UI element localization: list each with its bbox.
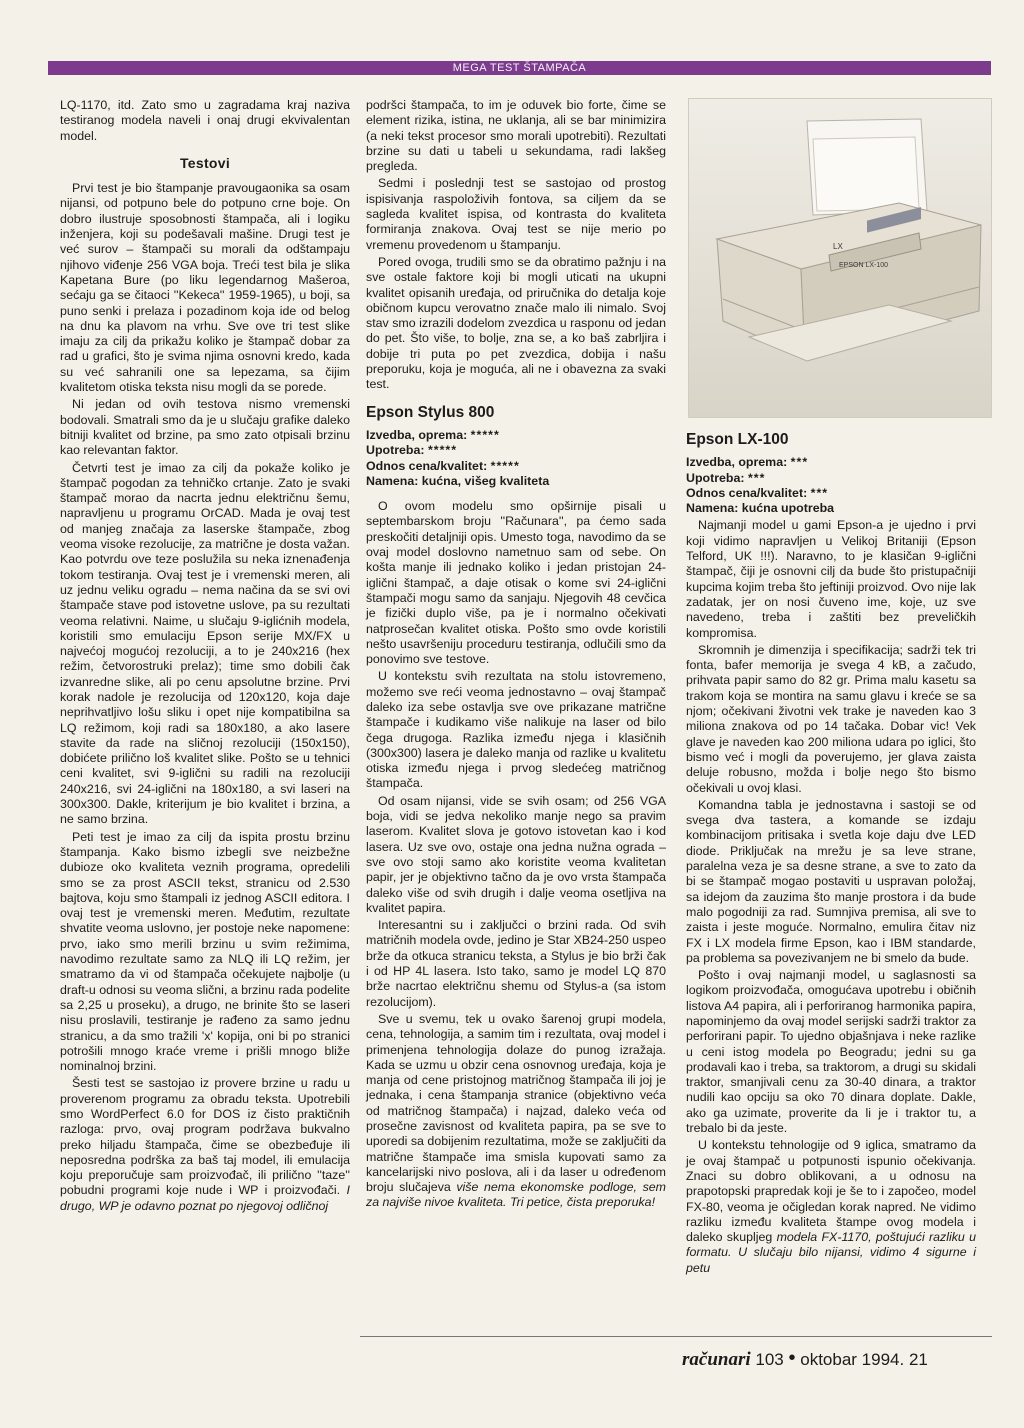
rating-upotreba <box>366 443 666 458</box>
rating-value: kućna upotreba <box>741 501 835 516</box>
paragraph: Pored ovoga, trudili smo se da obratimo pažnju i na sve ostale faktore koji bi mogli uticati na ukupni kvalitet opisanih uređaja, od priručnika do detalja koje običnom kupcu verovatno znače malo ili nimalo. Svoj stav smo izrazili dodelom zvezdica u rasponu od jedan do pet. Što više, to bolje, zna se, a ko baš zabrljira i dobije tri puta po pet zvezdica, dobija i našu preporuku, koja je moguća, ali ne i obavezna za svaki test. <box>366 254 666 392</box>
rating-odnos <box>366 459 666 474</box>
paragraph: Pošto i ovaj najmanji model, u saglasnosti sa logikom proizvođača, omogućava upotrebu i običnih listova A4 papira, ali i perforiranog harmonika papira, napominjemo da ovaj model serijski sadrži traktor za perforirani papir. To ujedno objašnjava i neke razlike u ceni istog modela po Beogradu; jedni su ga prodavali kao i treba, sa traktorom, a drugi su skidali traktor, smanjivali cenu za 30-40 dinara, a traktor nudili kao opciju sa oko 70 dinara doplate. Dakle, ako ga uzimate, proverite da li je i traktor tu, a trebalo bi da jeste. <box>686 968 976 1136</box>
paragraph <box>366 1012 666 1211</box>
page-footer <box>682 1348 928 1371</box>
column-3 <box>686 432 976 1278</box>
rating-odnos <box>686 486 976 501</box>
section-heading-testovi: Testovi <box>179 154 231 171</box>
review-title-lx-100: Epson LX-100 <box>686 431 789 448</box>
paragraph: O ovom modelu smo opširnije pisali u septembarskom broju ''Računara'', pa ćemo sada preskočiti detaljniji opis. Umesto toga, navodimo da se ovaj model doslovno nametnuo sam od sebe. On košta manje ili jednako koliko i jedan pristojan 24-iglični štampač, a daje otisak o kome svi 24-iglični štampači mogu samo da sanjaju. Njegovih 48 cevčica je fizički duplo više, pa je i normalno očekivati natprosečan kvalitet otiska. Pošto smo ovde koristili nešto usavršeniju proceduru testiranja, odlučili smo da ponovimo sve testove. <box>366 499 666 667</box>
rating-stars: *** <box>790 455 809 470</box>
footer-rule <box>360 1336 992 1337</box>
rating-label: Namena: <box>366 473 419 488</box>
section-header-bar <box>48 61 991 75</box>
italic-continuation: modela FX-1170, poštujući razliku u formatu. U slučaju bilo nijansi, vidimo 4 sigurne i petu <box>686 1230 976 1275</box>
rating-izvedba <box>366 428 666 443</box>
paragraph: Od osam nijansi, vide se svih osam; od 256 VGA boja, vidi se jedva nekoliko manje nego sa pravim laserom. Kvalitet slova je gotovo istovetan kao i kod lasera. Uz sve ovo, ostaje ona jedna nužna ograda – sve ovo stoji samo ako koristite veoma kvalitetan papir, jer je objektivno tačno da je ovo vrsta štampača daleko više od svih drugih i dalje veoma osetljiva na kvalitet papira. <box>366 793 666 915</box>
issue-number: 103 <box>755 1350 784 1369</box>
rating-stars: ***** <box>470 427 500 442</box>
issue-date: oktobar 1994. <box>800 1350 905 1369</box>
paragraph: Peti test je imao za cilj da ispita prostu brzinu štampanja. Kako bismo izbegli sve neizbežne dubioze oko kvaliteta veznih programa, opredelili smo se za prost ASCII tekst, stranicu od 2.530 bajtova, koju smo štampali iz jednog ASCII editora. I ovaj test je vremenski meren. Međutim, rezultate shvatite veoma uslovno, jer postoje neke napomene: prvo, iako smo merili brzinu u svim režimima, navodimo rezultate samo za NLQ ili LQ režim, jer smatramo da vi od štampača očekujete najbolje (u draft-u odnosi su veoma slični, a brzinu rada podelite sa 2,25 u proseku), a drugo, ne brinite što se laseri nisu proslavili, testiranje je rađeno za samo jednu stranicu, a da smo tražili 'x' kopija, oni bi po stranici potrošili mnogo kraće vreme i prišli mnogo bliže nominalnoj brzini. <box>60 829 350 1074</box>
paragraph-text: Šesti test se sastojao iz provere brzine u radu u proverenom programu za obradu teksta. Upotrebili smo WordPerfect 6.0 for DOS iz čisto praktičnih razloga: prvo, ovaj program podržava bukvalno preko hiljadu štampača, čime se obezbeđuje ili neposredna podrška za baš taj model, ili emulacija koju preporučuje sam proizvođač, ili prilično ''taze'' pobudni programi koje nude i WP i proizvođači. <box>60 1076 350 1198</box>
paragraph: Ni jedan od ovih testova nismo vremenski bodovali. Smatrali smo da je u slučaju grafike daleko bitniji kvalitet od brzine, pa smo zato otpisali brzinu kao relevantan faktor. <box>60 397 350 458</box>
paragraph: Interesantni su i zaključci o brzini rada. Od svih matričnih modela ovde, jedino je Star XB24-250 uspeo brže da otkuca stranicu teksta, a Stylus je bio brži čak i od HP 4L lasera. Isto tako, samo je model LQ 870 brže nacrtao električnu shemu od Stylus-a (sa istom rezolucijom). <box>366 918 666 1009</box>
page-number: 21 <box>908 1350 928 1369</box>
paragraph: Sedmi i poslednji test se sastojao od prostog ispisivanja raspoloživih fontova, sa ciljem da se sagleda kvalitet ispisa, od kontrasta do kvaliteta formiranja znakova. Ovaj test se nije merio po vremenu provedenom u štampanju. <box>366 176 666 252</box>
rating-label: Namena: <box>686 501 739 516</box>
paragraph: U kontekstu svih rezultata na stolu istovremeno, možemo sve reći veoma jednostavno – ovaj štampač daleko iza sebe ostavlja sve ove prikazane matrične štampače i kudikamo više nalikuje na laser od bilo čega drugoga. Razlika između njega i klasičnih (300x300) lasera je daleko manja od razlike u kvalitetu otiska između njega i prvog sledećeg matričnog štampača. <box>366 669 666 791</box>
printer-model-label: EPSON LX-100 <box>839 262 889 269</box>
rating-izvedba <box>686 455 976 470</box>
printer-photo <box>688 98 992 418</box>
review-title-stylus-800: Epson Stylus 800 <box>366 403 495 421</box>
rating-label: Odnos cena/kvalitet: <box>686 485 808 500</box>
rating-stars: ***** <box>427 443 458 458</box>
magazine-name: računari <box>682 1349 751 1370</box>
rating-stars: *** <box>747 470 766 485</box>
italic-continuation: I drugo, WP je odavno poznat po njegovoj odličnoj <box>60 1183 350 1213</box>
column-2 <box>366 98 666 1213</box>
italic-verdict: više nema ekonomske podloge, sem za najviše nivoe kvaliteta. Tri petice, čista preporuka! <box>366 1180 666 1210</box>
rating-label: Upotreba: <box>686 470 745 485</box>
separator-dot: • <box>788 1347 796 1369</box>
rating-value: kućna, višeg kvaliteta <box>421 473 550 488</box>
rating-namena <box>366 474 666 489</box>
rating-namena <box>686 501 976 516</box>
intro-paragraph: LQ-1170, itd. Zato smo u zagradama kraj naziva testiranog modela naveli i onaj drugi ekvivalentan model. <box>60 98 350 143</box>
column-1 <box>60 98 350 1216</box>
section-title: MEGA TEST ŠTAMPAČA <box>452 62 587 74</box>
rating-stars: *** <box>810 485 829 500</box>
paragraph-text: Sve u svemu, tek u ovako šarenoj grupi modela, cena, tehnologija, a samim tim i rezultata, ovaj model i primenjena tehnologija dolaze do punog izražaja. Kada se uzmu u obzir cena osnovnog uređaja, koja je manja od cene pristojnog matričnog štampača ili joj je jednaka, i cena štampanja stranice (objektivno veća od matričnog štampača) i najzad, daleko veća od prosečne zavisnost od kvaliteta papira, pa se sve to uporedi sa dobijenim rezultatima, može se zaključiti da matrične štampače ima smisla kupovati samo za kancelarijski nivo poslova, ali i da laser u određenom broju slučajeva <box>366 1011 666 1195</box>
paragraph: podršci štampača, to im je oduvek bio forte, čime se element rizika, istina, ne uklanja, ali se bar minimizira (a neki tekst procesor smo morali upotrebiti). Rezultati brzine su dati u tabeli u sekundama, radi lakšeg pregleda. <box>366 98 666 174</box>
rating-label: Upotreba: <box>366 443 425 458</box>
paragraph: Skromnih je dimenzija i specifikacija; sadrži tek tri fonta, bafer memorija je svega 4 kB, a začudo, prihvata papir samo do 82 gr. Prima malu kasetu sa trakom koja se montira na samu glavu i kreće se sa njom; očekivani životni vek trake je naveden kao 3 miliona znakova od po 14 tačaka. Dobar vic! Vek glave je naveden kao 200 miliona udara po iglici, što bismo već i mogli da poverujemo, jer glava zaista deluje robusno, možda i bolje nego što bismo očekivali u ovoj klasi. <box>686 642 976 795</box>
paragraph: Četvrti test je imao za cilj da pokaže koliko je štampač pogodan za tehničko crtanje. Zato je svaki štampač morao da nacrta jednu električnu šemu, napravljenu u programu OrCAD. Mada je ovaj test od manjeg značaja za laserske štampače, zbog veoma visoke rezolucije, za matrične je dosta važan. Kao potvrdu ove teze poslužila su neka iznenađenja tokom testiranja. Ovaj test je i vremenski meren, ali uz jednu veliku ogradu – nema načina da se svi ovi štampače stave pod istovetne uslove, pa su rezultati veoma relativni. Naime, u slučaju 9-iglićnih modela, koristili smo emulaciju Epson serije MX/FX u najvećoj mogućoj rezoluciji, a to je 240x216 (hex režim, četvorostruki prelaz); time smo dobili čak izvanredne slike, ali po cenu apsolutne brzine. Prvi korak nadole je rezolucija od 120x120, koja daje neprihvatljivo lošu sliku i opet nije kompatibilna sa LQ režimom, koji radi sa 180x180, a ako lasere stavite da rade na sličnoj rezoluciji (150x150), dobićete prilično loš kvalitet slike. Pošto se u tehnici ceni kvalitet, svi 9-iglični su radili na rezoluciji 240x216, svi 24-iglični na 180x180, a svi laseri na 300x300. Dakle, kriterijum je bio kvalitet i brzina, a ne samo brzina. <box>60 460 350 827</box>
printer-illustration <box>689 99 991 417</box>
rating-upotreba <box>686 471 976 486</box>
paragraph <box>686 1138 976 1276</box>
printer-panel-label: LX <box>833 242 843 251</box>
rating-stars: ***** <box>490 458 520 473</box>
paragraph: Najmanji model u gami Epson-a je ujedno i prvi koji vidimo napravljen u Velikoj Britaniji (Epson Telford, UK !!!). Naravno, to je klasičan 9-iglični štampač, čiji je osnovni cilj da bude što pristupačniji kupcima kojim treba što jeftiniji proizvod. Ovo nije lak zadatak, jer on nosi čuveno ime, koje, uz sve navedeno, treba i zaštiti bez preveličkih kompromisa. <box>686 518 976 640</box>
rating-label: Izvedba, oprema: <box>366 427 468 442</box>
paragraph-text: U kontekstu tehnologije od 9 iglica, smatramo da je ovaj štampač u potpunosti ispunio očekivanja. Znaci su dobro oblikovani, a u odnosu na prapotopski prapredak koji je še to i započeo, model FX-80, veoma je očigledan korak napred. Ne vidimo razliku između kvaliteta štampe ovog modela i daleko skupljeg <box>686 1138 976 1245</box>
paragraph <box>60 1076 350 1214</box>
rating-label: Izvedba, oprema: <box>686 455 788 470</box>
rating-label: Odnos cena/kvalitet: <box>366 458 488 473</box>
paragraph: Komandna tabla je jednostavna i sastoji se od svega dva tastera, a komande se izdaju kombinacijom pritisaka i svetla koje daju dve LED diode. Priključak na mrežu je sa leve strane, paralelna veza je sa desne strane, a sve to zato da bi se štampač mogao postaviti u uspravan položaj, sa idejom da zauzima što manje prostora i da bude malo pogodniji za rad. Sumnjiva premisa, ali sve to zaista i jeste moguće. Normalno, emulira čitav niz FX i LX modela firme Epson, kao i IBM standarde, pa problema sa povezivanjem ne bi smelo da bude. <box>686 797 976 965</box>
paragraph: Prvi test je bio štampanje pravougaonika sa osam nijansi, od potpuno bele do potpuno crne boje. On dobro ilustruje sposobnosti štampača, ali i logiku inženjera, koji su podešavali mašine. Drugi test je već surov – štampači su morali da odštampaju njihovo viđenje 256 VGA boja. Treći test bila je slika Kapetana Bure (po liku legendarnog Mašeroa, sećaju ga se čitaoci ''Kekeca'' 1959-1965), u boji, sa puno senki i prelaza i pozadinom koja ide od belog na dnu ka plavom na vrhu. Sve ove tri test slike imaju za cilj da prikažu koliko je štampač dobar za rad u grafici, što je svima njima osnovni kredo, kada su već sahranili one sa lepezama, sa čijim kvalitetom otiska teksta nisu mogli da se porede. <box>60 181 350 395</box>
